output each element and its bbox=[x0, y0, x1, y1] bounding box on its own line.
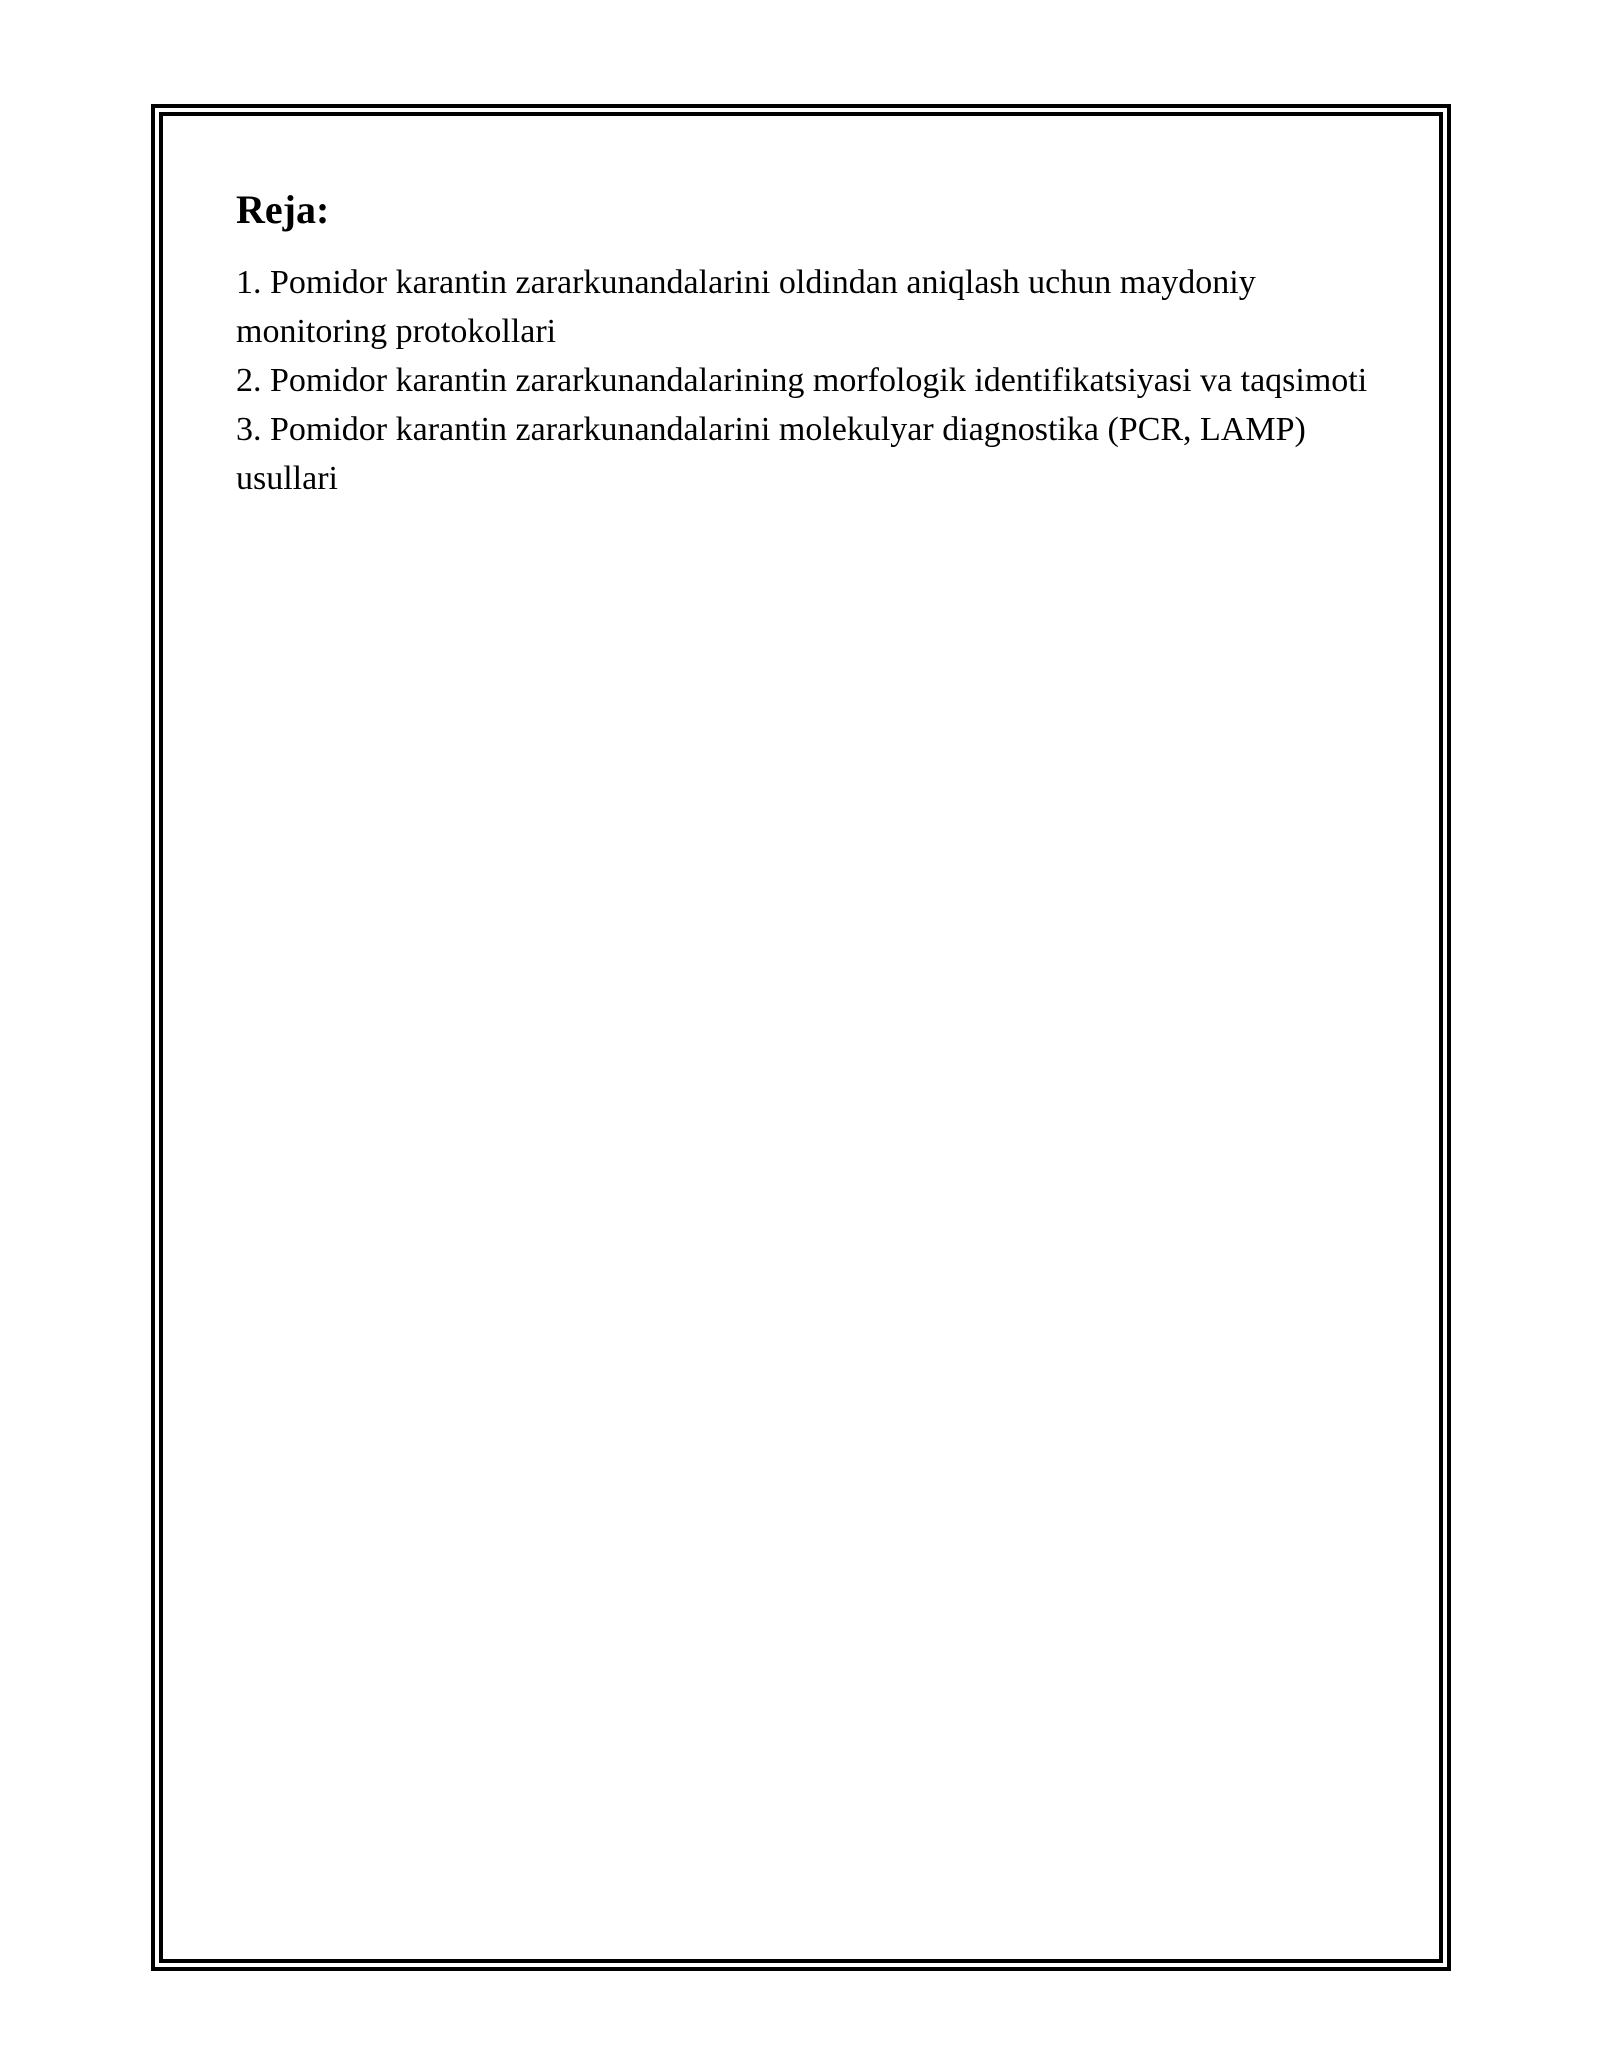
plan-item-3: 3. Pomidor karantin zararkunandalarini molekulyar diagnostika (PCR, LAMP) usullari bbox=[236, 411, 1306, 497]
plan-item-1: 1. Pomidor karantin zararkunandalarini oldindan aniqlash uchun maydoniy monitoring protokollari bbox=[236, 264, 1256, 350]
plan-list bbox=[236, 258, 1376, 503]
plan-heading: Reja: bbox=[236, 187, 330, 232]
document-content bbox=[236, 186, 1376, 503]
plan-item-2: 2. Pomidor karantin zararkunandalarining morfologik identifikatsiyasi va taqsimoti bbox=[236, 362, 1368, 399]
